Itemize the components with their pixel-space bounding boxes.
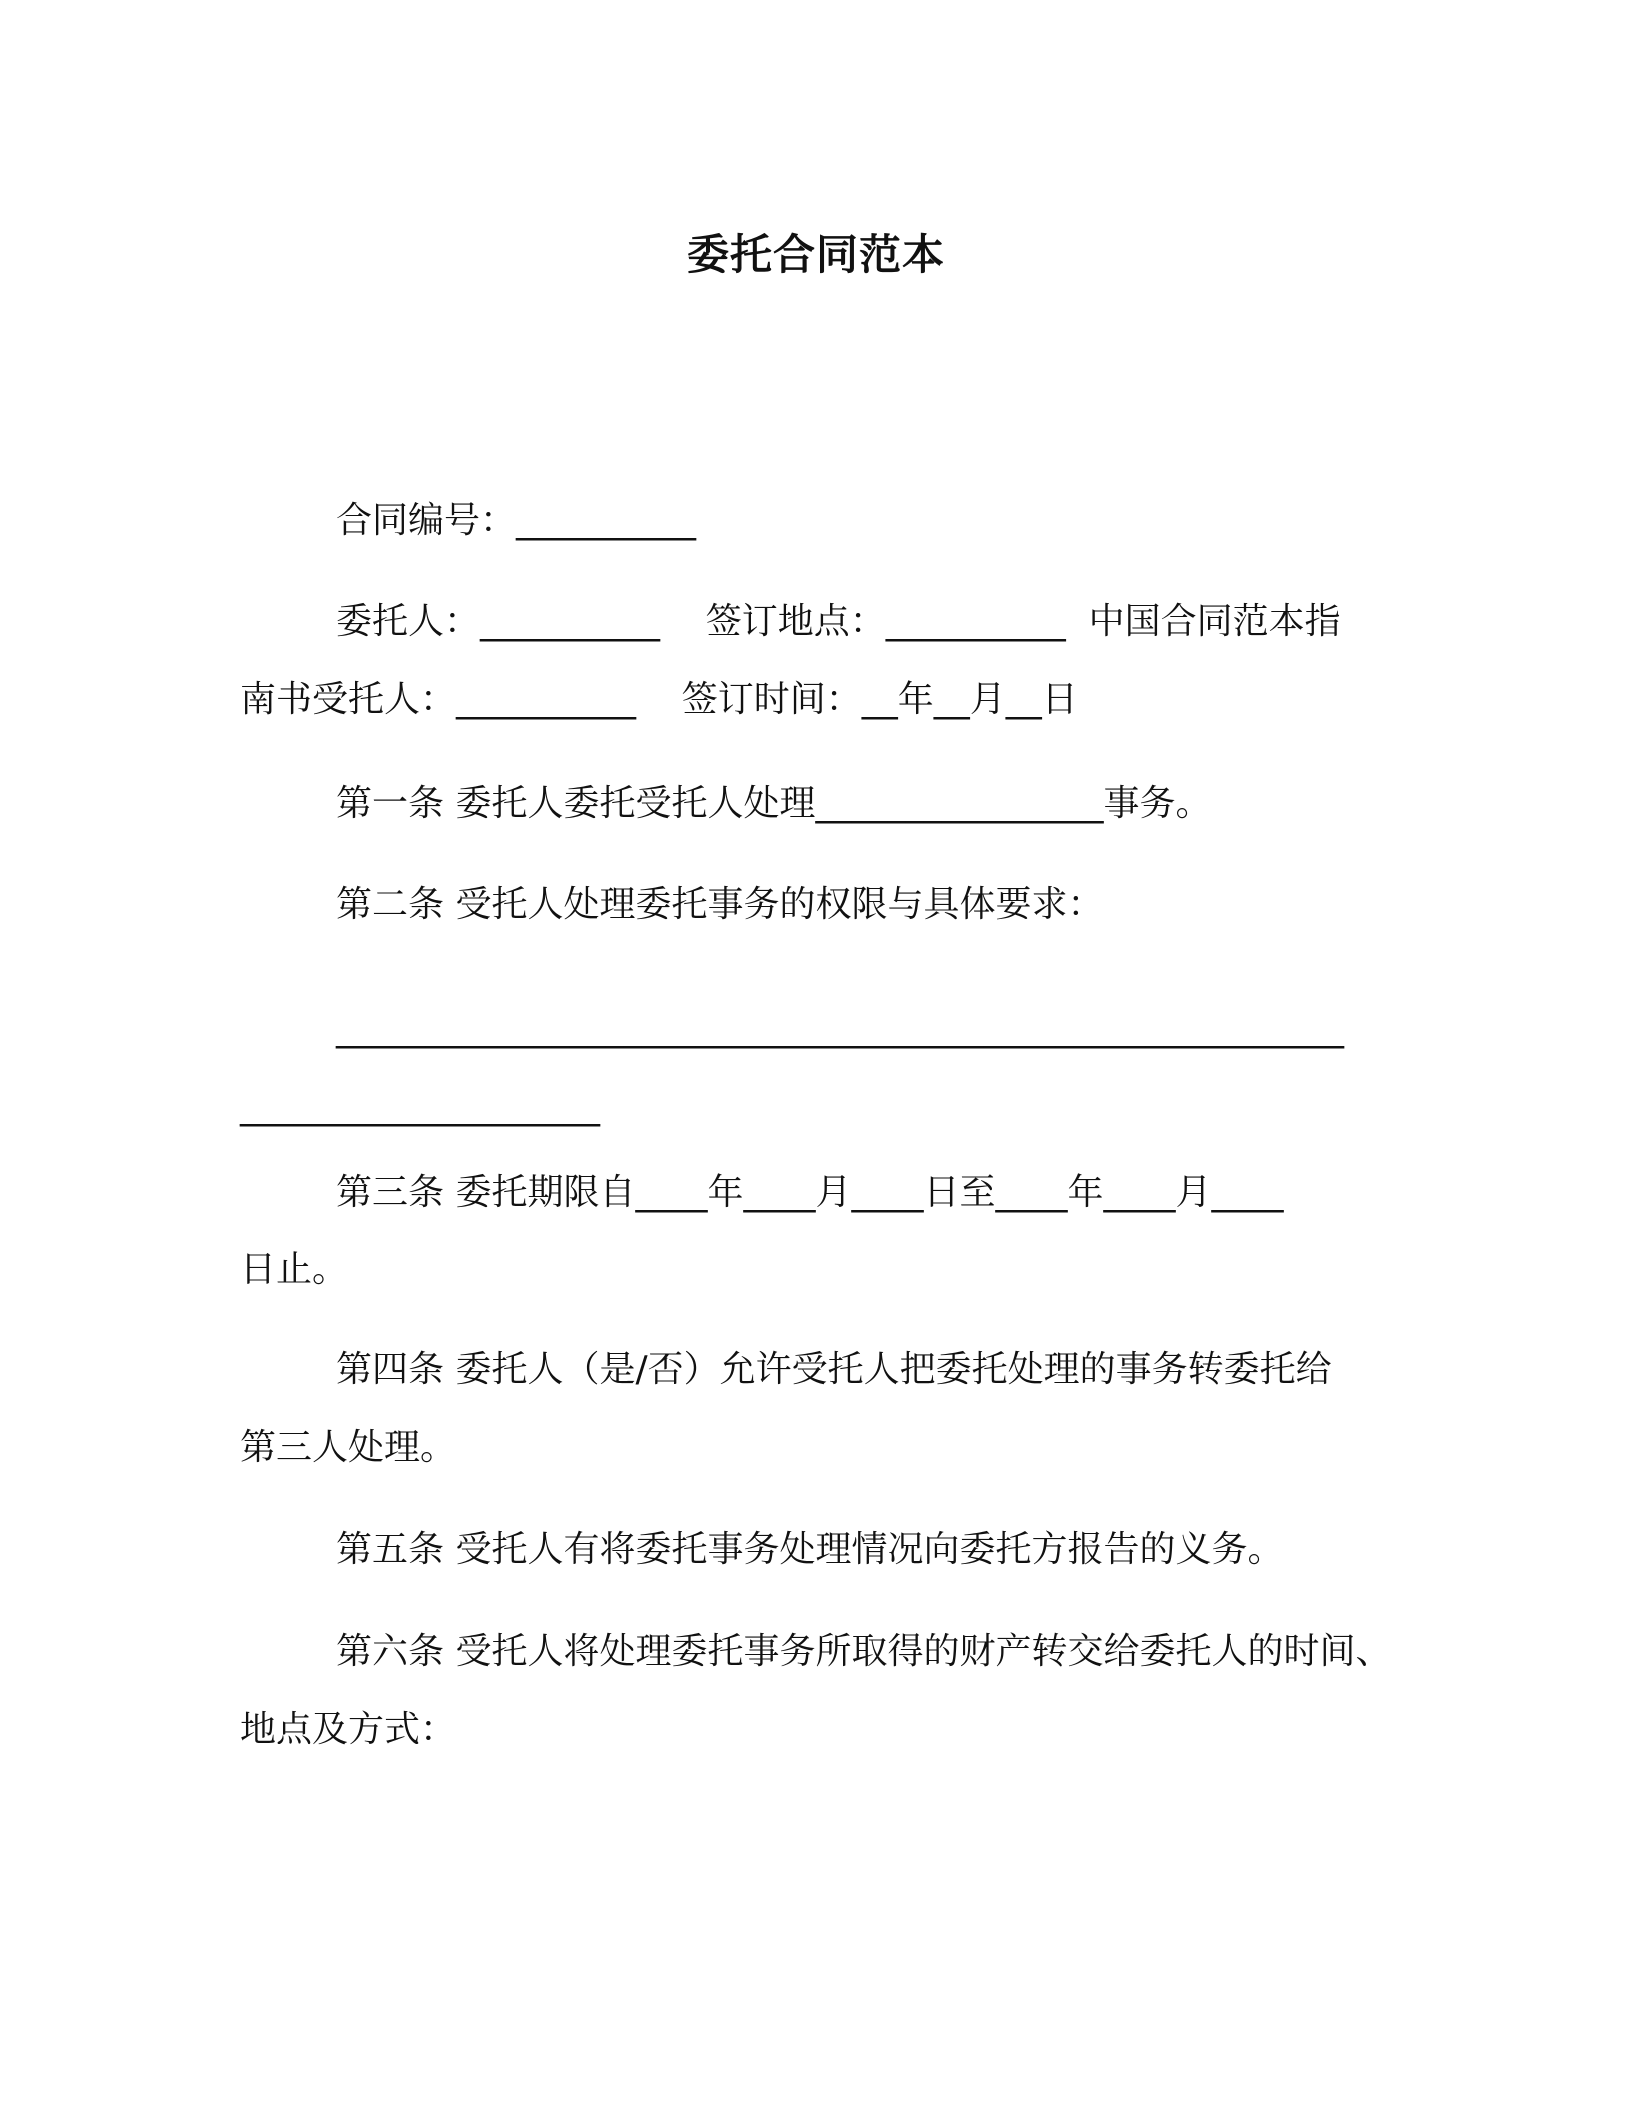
article-4: 第四条 委托人（是/否）允许受托人把委托处理的事务转委托给 [336, 1349, 1332, 1390]
article-6-continued: 地点及方式： [240, 1709, 457, 1750]
article-3: 第三条 委托期限自____年____月____日至____年____月____ [336, 1172, 1284, 1213]
article-3-continued: 日止。 [240, 1249, 349, 1290]
article-4-continued: 第三人处理。 [240, 1427, 457, 1468]
document-title: 委托合同范本 [686, 230, 945, 279]
contract-number-line: 合同编号：__________ [336, 500, 697, 541]
article-6: 第六条 受托人将处理委托事务所取得的财产转交给委托人的时间、 [336, 1631, 1392, 1672]
article-5: 第五条 受托人有将委托事务处理情况向委托方报告的义务。 [336, 1529, 1284, 1570]
blank-line-1: ________________________________________________________ [336, 1008, 1344, 1049]
principal-line: 委托人：__________ 签订地点：__________ 中国合同范本指 [336, 601, 1341, 642]
article-1: 第一条 委托人委托受托人处理________________事务。 [336, 783, 1212, 824]
agent-line: 南书受托人：__________ 签订时间：__年__月__日 [240, 679, 1078, 720]
blank-line-2: ____________________ [240, 1086, 600, 1127]
article-2: 第二条 受托人处理委托事务的权限与具体要求： [336, 884, 1104, 925]
